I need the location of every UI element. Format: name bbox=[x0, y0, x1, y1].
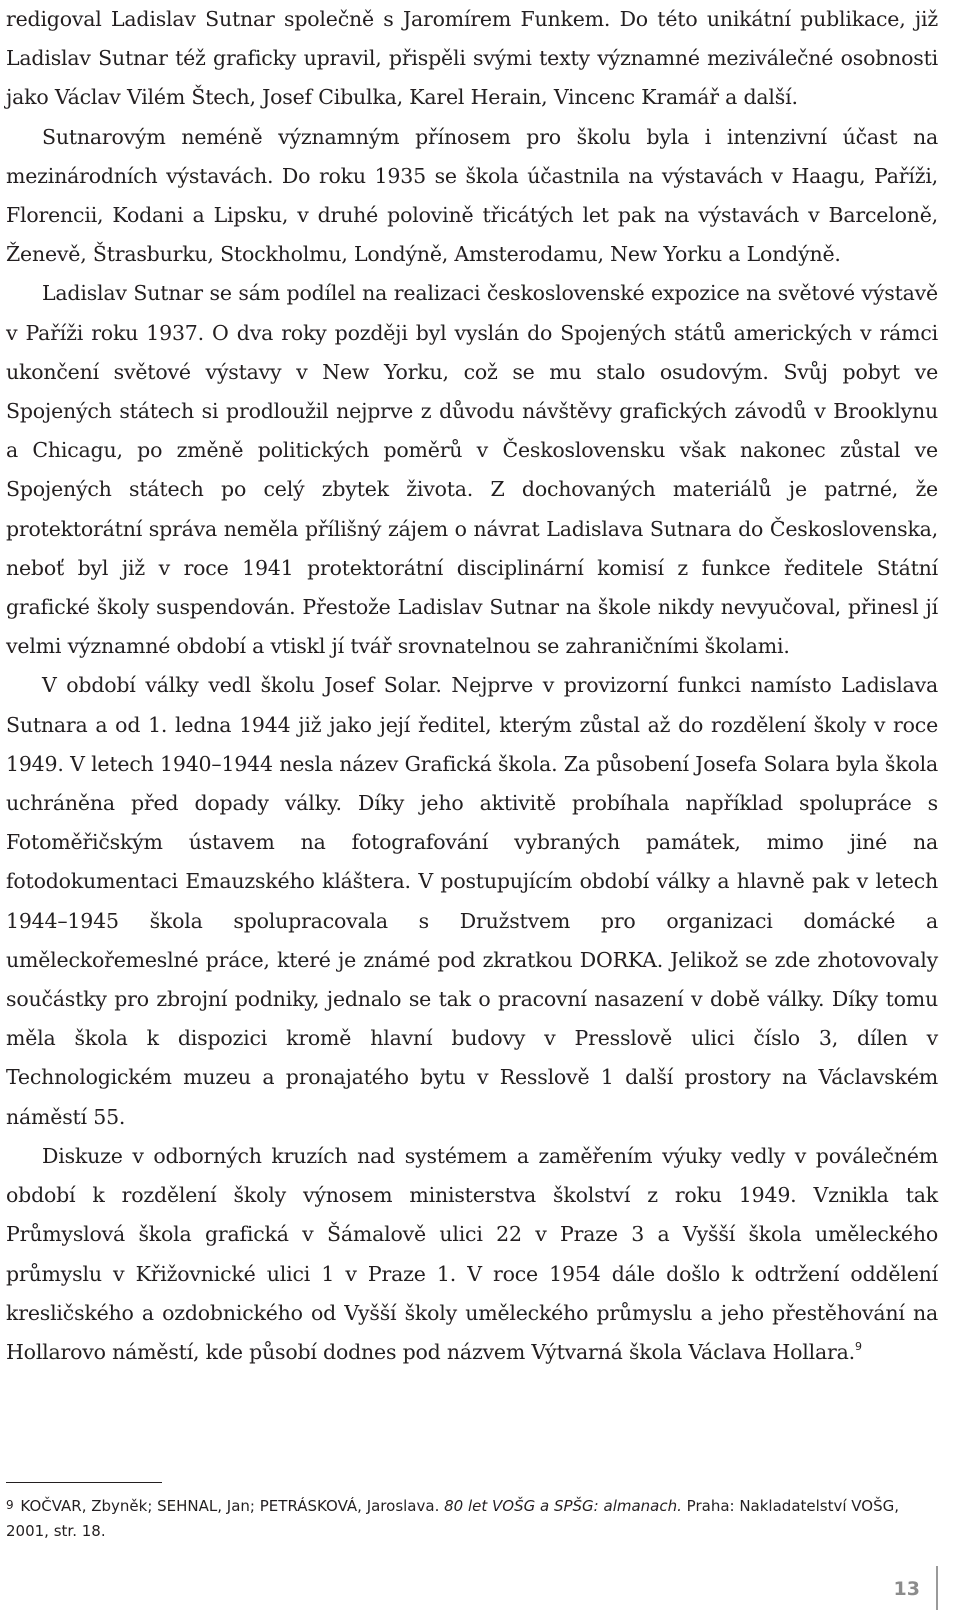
page-number: 13 bbox=[893, 1578, 920, 1600]
paragraph-1 bbox=[6, 0, 938, 118]
paragraph-3-text: Ladislav Sutnar se sám podílel na realizaci československé expozice na světové výstavě v Paříži roku 1937. O dva roky později byl vyslán do Spojených států amerických v rámci ukončení světové výstavy v New Yorku, což se mu stalo osudovým. Svůj pobyt ve Spojených státech si prodloužil nejprve z důvodu návštěvy grafických závodů v Brooklynu a Chicagu, po změně politických poměrů v Československu však nakonec zůstal ve Spojených státech po celý zbytek života. Z dochovaných materiálů je patrné, že protektorátní správa neměla přílišný zájem o návrat Ladislava Sutnara do Československa, neboť byl již v roce 1941 protektorátní disciplinární komisí z funkce ředitele Státní grafické školy suspendován. Přestože Ladislav Sutnar na škole nikdy nevyučoval, přinesl jí velmi významné období a vtiskl jí tvář srovnatelnou se zahraničními školami. bbox=[6, 281, 938, 659]
paragraph-4-text: V období války vedl školu Josef Solar. Nejprve v provizorní funkci namísto Ladislava Sutnara a od 1. ledna 1944 již jako její ředitel, kterým zůstal až do rozdělení školy v roce 1949. V letech 1940–1944 nesla název Grafická škola. Za působení Josefa Solara byla škola uchráněna před dopady války. Díky jeho aktivitě probíhala například spolupráce s Fotoměřičským ústavem na fotografování vybraných památek, mimo jiné na fotodokumentaci Emauzského kláštera. V postupujícím období války a hlavně pak v letech 1944–1945 škola spolupracovala s Družstvem pro organizaci domácké a uměleckořemeslné práce, které je známé pod zkratkou DORKA. Jelikož se zde zhotovovaly součástky pro zbrojní podniky, jednalo se tak o pracovní nasazení v době války. Díky tomu měla škola k dispozici kromě hlavní budovy v Presslově ulici číslo 3, dílen v Technologickém muzeu a pronajatého bytu v Resslově 1 další prostory na Václavském náměstí 55. bbox=[6, 673, 938, 1129]
paragraph-2 bbox=[6, 118, 938, 275]
paragraph-5 bbox=[6, 1137, 938, 1372]
footnote-authors: KOČVAR, Zbyněk; SEHNAL, Jan; PETRÁSKOVÁ, Jaroslava. bbox=[20, 1497, 440, 1515]
main-text bbox=[6, 0, 938, 1372]
paragraph-3 bbox=[6, 274, 938, 666]
page-body bbox=[6, 0, 938, 1372]
footnote-publisher: Praha: Nakladatelství VOŠG, 2001, str. 18. bbox=[6, 1497, 900, 1540]
paragraph-1-text: redigoval Ladislav Sutnar společně s Jaromírem Funkem. Do této unikátní publikace, již Ladislav Sutnar též graficky upravil, přispěli svými texty významné meziválečné osobnosti jako Václav Vilém Štech, Josef Cibulka, Karel Herain, Vincenc Kramář a další. bbox=[6, 7, 938, 110]
footnote-title: 80 let VOŠG a SPŠG: almanach. bbox=[444, 1497, 682, 1515]
footnote-reference[interactable]: 9 bbox=[854, 1339, 862, 1353]
paragraph-4 bbox=[6, 666, 938, 1136]
paragraph-5-text: Diskuze v odborných kruzích nad systémem a zaměřením výuky vedly v poválečném období k rozdělení školy výnosem ministerstva školství z roku 1949. Vznikla tak Průmyslová škola grafická v Šámalově ulici 22 v Praze 3 a Vyšší škola uměleckého průmyslu v Křižovnické ulici 1 v Praze 1. V roce 1954 dále došlo k odtržení oddělení kresličského a ozdobnického od Vyšší školy uměleckého průmyslu a jeho přestěhování na Hollarovo náměstí, kde působí dodnes pod názvem Výtvarná škola Václava Hollara. bbox=[6, 1143, 938, 1364]
footnote-area bbox=[6, 1482, 938, 1544]
footnote-number: 9 bbox=[6, 1498, 14, 1512]
page-edge-mark bbox=[936, 1566, 938, 1610]
footnote-divider bbox=[6, 1482, 162, 1483]
footnote-9 bbox=[6, 1493, 938, 1544]
paragraph-2-text: Sutnarovým neméně významným přínosem pro školu byla i intenzivní účast na mezinárodních výstavách. Do roku 1935 se škola účastnila na výstavách v Haagu, Paříži, Florencii, Kodani a Lipsku, v druhé polovině třicátých let pak na výstavách v Barceloně, Ženevě, Štrasburku, Stockholmu, Londýně, Amsterodamu, New Yorku a Londýně. bbox=[6, 124, 938, 267]
